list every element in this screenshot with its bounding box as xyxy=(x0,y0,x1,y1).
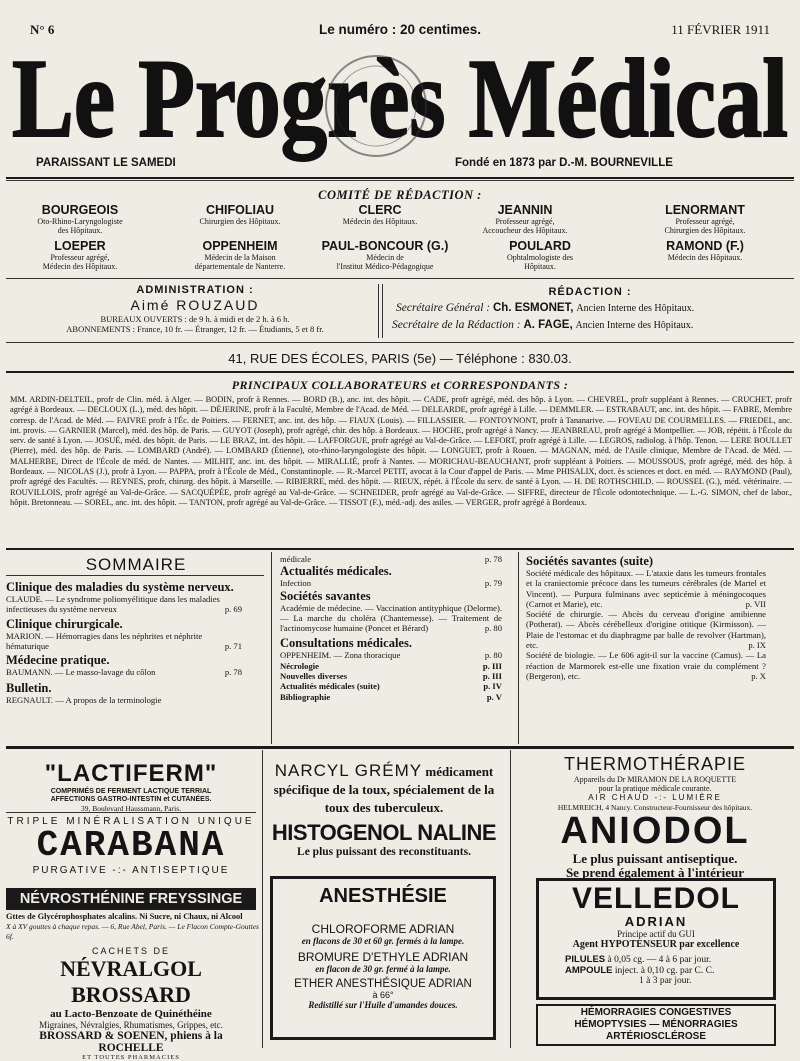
toc-entry[interactable] xyxy=(280,650,502,660)
comite-member xyxy=(0,240,160,271)
toc-page: p. IV xyxy=(483,681,502,692)
ad-line: 1 à 3 par jour. xyxy=(639,976,692,986)
member-title: des Hôpitaux. xyxy=(57,225,103,235)
ad-line: inject. à 0,10 cg. par C. C. xyxy=(614,966,715,976)
ad-title: ANESTHÉSIE xyxy=(319,885,447,907)
ad-line: BROMURE D'ETHYLE ADRIAN xyxy=(297,950,469,964)
ad-line: ETHER ANESTHÉSIQUE ADRIAN xyxy=(294,978,472,990)
ad-line: 39, Boulevard Haussmann, Paris. xyxy=(81,804,181,813)
ad-line: CHLOROFORME ADRIAN xyxy=(311,922,455,936)
ad-title: HISTOGENOL NALINE xyxy=(271,820,497,845)
toc-entry[interactable] xyxy=(6,594,242,615)
ad-anesthesie[interactable] xyxy=(270,876,496,1040)
toc-entry[interactable] xyxy=(280,692,502,702)
member-name: OPPENHEIM xyxy=(202,239,278,253)
divider xyxy=(271,552,272,744)
divider xyxy=(6,548,794,550)
member-title: Accoucheur des Hôpitaux. xyxy=(482,225,568,235)
ad-line: BROSSARD & SOENEN, phiens à la ROCHELLE xyxy=(39,1030,223,1054)
toc-page: p. 78 xyxy=(484,554,502,564)
member-title: Professeur agrégé, xyxy=(495,216,555,226)
comite-member xyxy=(300,240,470,271)
issue-price: Le numéro : 20 centimes. xyxy=(318,22,482,37)
toc-entry-text: Nouvelles diverses xyxy=(280,671,348,682)
member-name: CHIFOLIAU xyxy=(205,203,275,217)
divider xyxy=(6,177,794,179)
issue-number: N° 6 xyxy=(30,22,55,37)
toc-entry[interactable] xyxy=(280,554,502,564)
divider xyxy=(262,750,263,1048)
toc-page: p. 71 xyxy=(224,640,242,651)
ad-line: à 0,05 cg. — 4 à 6 par jour. xyxy=(607,955,712,965)
masthead-title-text: Le Progrès Médical xyxy=(12,37,788,161)
divider xyxy=(6,180,794,181)
founded-label: Fondé en 1873 par D.-M. BOURNEVILLE xyxy=(455,157,673,169)
ad-line: TRIPLE MINÉRALISATION UNIQUE xyxy=(7,816,255,827)
toc-heading: Actualités médicales. xyxy=(280,564,392,579)
divider xyxy=(6,575,264,576)
ad-line: AFFECTIONS GASTRO-INTESTIN et CUTANÉES. xyxy=(50,796,212,803)
ad-lactiferm[interactable] xyxy=(6,760,256,813)
comite-member xyxy=(160,204,320,226)
divider xyxy=(382,284,383,338)
ad-line: PURGATIVE -:- ANTISEPTIQUE xyxy=(32,865,230,876)
toc-page: p. III xyxy=(482,671,502,682)
ad-line: en flacons de 30 et 60 gr. fermés à la lampe. xyxy=(301,936,465,946)
toc-page: p. V xyxy=(486,691,502,702)
toc-heading: Sociétés savantes xyxy=(280,588,371,603)
member-name: LOEPER xyxy=(54,239,106,253)
toc-page: p. 79 xyxy=(484,578,502,589)
member-title: Médecin des Hôpitaux. xyxy=(42,261,118,271)
comite-member xyxy=(625,240,785,262)
toc-entry[interactable] xyxy=(526,609,766,650)
toc-entry-text: OPPENHEIM. — Zona thoracique xyxy=(280,650,401,661)
member-title: Professeur agrégé, xyxy=(50,252,110,262)
frequency-label: PARAISSANT LE SAMEDI xyxy=(36,157,176,169)
toc-heading: Sociétés savantes (suite) xyxy=(526,554,654,568)
ad-nevrosthenine-text xyxy=(6,912,262,942)
sommaire-col-1 xyxy=(6,580,242,706)
member-title: Chirurgien des Hôpitaux. xyxy=(199,216,281,226)
sommaire-col-2 xyxy=(280,554,502,702)
toc-page: p. X xyxy=(751,670,766,681)
ad-velledol[interactable] xyxy=(536,878,776,1000)
issue-date: 11 FÉVRIER 1911 xyxy=(671,22,770,37)
toc-entry[interactable] xyxy=(6,667,242,677)
member-name: PAUL-BONCOUR (G.) xyxy=(321,239,449,253)
toc-entry[interactable] xyxy=(280,671,502,681)
member-name: CLERC xyxy=(358,203,402,217)
member-name: LENORMANT xyxy=(665,203,745,217)
redaction-secretary xyxy=(392,319,693,331)
member-title: Oto-Rhino-Laryngologiste xyxy=(37,216,123,226)
toc-entry-text: Société de chirurgie. — Abcès du cerveau d'origine amibienne (Potherat). — Abcès cérébelleux d'origine otitique (Kirmisson). — Plaie de l'estomac et du diaphragme par balle de revolver (Hartman), etc. xyxy=(526,609,766,651)
ad-line: ET TOUTES PHARMACIES xyxy=(82,1054,180,1061)
toc-heading: Médecine pratique. xyxy=(6,653,110,668)
toc-page: p. VII xyxy=(745,598,766,609)
redaction-title: RÉDACTION : xyxy=(548,286,632,298)
toc-entry-text: Infection xyxy=(280,578,312,589)
ad-histogenol[interactable] xyxy=(264,820,504,858)
secretary-role: Ancien Interne des Hôpitaux. xyxy=(576,303,695,314)
ad-line: pour la pratique médicale courante. xyxy=(598,784,712,793)
ad-line: en flacon de 30 gr. fermé à la lampe. xyxy=(315,964,451,974)
ad-line: Agent HYPOTENSEUR par excellence xyxy=(572,939,740,950)
member-title: Médecin de xyxy=(366,252,404,262)
ad-line: Gttes de Glycérophosphates alcalins. Ni Sucre, ni Chaux, ni Alcool xyxy=(6,912,243,921)
toc-heading: Clinique des maladies du système nerveux. xyxy=(6,580,234,594)
toc-entry-text: Nécrologie xyxy=(280,660,319,671)
member-title: Professeur agrégé, xyxy=(675,216,735,226)
ad-row xyxy=(565,965,773,976)
ad-title: VELLEDOL xyxy=(571,882,740,915)
comite-member xyxy=(625,204,785,235)
toc-entry[interactable] xyxy=(526,568,766,609)
toc-entry[interactable] xyxy=(280,681,502,691)
toc-entry[interactable] xyxy=(6,631,242,652)
ad-hemorragies[interactable] xyxy=(536,1004,776,1046)
divider xyxy=(510,750,511,1048)
member-name: BOURGEOIS xyxy=(41,203,119,217)
comite-title: COMITÉ DE RÉDACTION : xyxy=(318,188,482,202)
ad-title: "LACTIFERM" xyxy=(44,760,218,787)
admin-subscriptions: ABONNEMENTS : France, 10 fr. — Étranger, 12 fr. — Étudiants, 5 et 8 fr. xyxy=(66,324,324,334)
collaborators-list: MM. ARDIN-DELTEIL, profr de Clin. méd. à Alger. — BODIN, profr à Rennes. — BORD (B.), anc. int. des hôpit. — CADE, profr agrégé, méd. des hôp. à Lyon. — CHEVREL, profr suppléant à Rennes. — CRUCHET, profr agrégé à Bordeaux. — DECLOUX (L.), méd. des hôpit. — DÉJERINE, profr à la Faculté, Membre de l'Acad. de Méd. — DELEARDE, profr agrégé à Lille. — DEMMLER. — ESTRABAUT, anc. int. des hôpit. — FABRE, Membre corresp. de l'Acad. de Méd. — FAIVRE profr à l'Éc. de Poitiers. — FERNET, anc. int. des hôp. — FIAUX (Louis). — FILLASSIER. — FONTOYNONT, profr à Tananarive. — FOVEAU DE COURMELLES. — FRIEDEL, anc. int. provis. — GARNIER (Marcel), méd. des hôp. de Paris. — GUYOT (Joseph), profr agrégé, chir. des hôp. à Bordeaux. — HOCHE, profr agrégé à Nancy. — JEANBREAU, profr agrégé à Montpellier. — JOB, répétit. à l'École du serv. de santé à Lyon. — JOSUÉ, méd. des hôpit. de Paris. — LE BRAZ, int. des hôpit. — LAFFORGUE, profr agrégé au Val-de-Grâce. — LEFORT, profr agrégé à Lille. — LEGROS, radiolog. à l'hôp. Tenon. — LERE BOULLET (Pierre), méd. des hôp. de Paris. — LOMBARD (André). — LOMBARD (Étienne), oto-rhino-laryngologiste des hôpit. — LONGUET, profr à Rouen. — MAGNAN, méd. de l'Asile clinique, Membre de l'Acad. de Méd. — MALHERBE, Direct de l'École de méd. de Nantes. — MILHIT, anc. int. des hôpit. — MIRALLIÉ, profr à Nantes. — MORICHAU-BEAUCHANT, profr suppléant à Poitiers. — MOUSSOUS, profr agrégé, méd. des hôp. à Bordeaux. — NICOLAS (J.), profr à Lyon. — PAPPA, profr à l'École de Méd., Constantinople. — R.-Marcel PETIT, avocat à la Cour d'appel de Paris. — Mme PHISALIX, doct. ès sciences et doct. en méd. — RAYMOND (Paul), profr agrégé des Facultés. — REYNES, profr, chirurg. des hôpit. à Marseille. — RIBIERRE, méd. des hôpit. — RIEUX, répét. à l'École du serv. de santé à Lyon. — H. DE ROTHSCHILD. — ROUSSEL (G.), méd. vétérinaire. — ROUVILLOIS, profr agrégé au Val-de-Grâce. — SACQUÉPÉE, profr agrégé au Val-de-Grâce. — SCHNEIDER, profr agrégé au Val-de-Grâce. — SIFFRE, directeur de l'École odontotechnique. — L.-G. SIMON, chef de labor., hôpit. Bretonneau. — SOREL, anc. int. des hôpit. — TANTON, profr agrégé au Val-de-Grâce. — TISSOT (F.), méd.-adj. des asiles. — VERGER, profr agrégé à Bordeaux. xyxy=(10,395,792,507)
ad-line: Le plus puissant des reconstituants. xyxy=(297,846,471,858)
member-title: Médecin des Hôpitaux. xyxy=(342,216,418,226)
ad-line: ARTÉRIOSCLÉROSE xyxy=(605,1031,706,1042)
toc-entry-text: Actualités médicales (suite) xyxy=(280,681,380,692)
secretary-name: Ch. ESMONET, xyxy=(492,302,574,314)
toc-entry[interactable] xyxy=(526,650,766,681)
ad-title: CARABANA xyxy=(36,825,226,866)
divider xyxy=(6,746,794,749)
secretary-label: Secrétaire de la Rédaction : xyxy=(392,319,521,331)
member-title: Médecin des Hôpitaux. xyxy=(667,252,743,262)
secretary-general xyxy=(396,302,694,314)
comite-member xyxy=(460,240,620,271)
toc-entry-text: BAUMANN. — Le masso-lavage du côlon xyxy=(6,667,156,678)
ad-line: X à XV gouttes à chaque repas. — 6, Rue Abel, Paris. — Le Flacon Compte-Gouttes 6f. xyxy=(6,922,259,941)
comite-member xyxy=(300,204,460,226)
comite-member xyxy=(445,204,605,235)
toc-page: p. 78 xyxy=(224,667,242,678)
ad-narcyl[interactable] xyxy=(264,762,504,817)
ad-line: Se prend également à l'intérieur xyxy=(565,865,745,880)
divider xyxy=(518,552,519,744)
ad-title: NÉVRALGOL BROSSARD xyxy=(60,956,202,1007)
toc-heading: Consultations médicales. xyxy=(280,636,412,651)
member-name: POULARD xyxy=(509,239,571,253)
ad-line: HÉMOPTYSIES — MÉNORRAGIES xyxy=(574,1019,738,1030)
member-title: départementale de Nanterre. xyxy=(194,261,286,271)
admin-name: Aimé ROUZAUD xyxy=(130,297,260,313)
ad-line: CACHETS DE xyxy=(91,946,170,956)
ad-line: Migraines, Névralgies, Rhumatismes, Grippes, etc. xyxy=(39,1020,223,1030)
ad-title: THERMOTHÉRAPIE xyxy=(563,754,746,774)
ad-thermotherapie[interactable] xyxy=(514,754,796,812)
divider xyxy=(6,342,794,343)
toc-entry-text: Société médicale des hôpitaux. — L'ataxie dans les tumeurs frontales et la craniectomie précoce dans les tumeurs cérébrales (de Martel et Vincent). — Purpura fulminans avec septicémie à méningocoques (Carnot et Marie), etc. xyxy=(526,568,766,609)
sommaire-col-3 xyxy=(526,554,766,681)
toc-page: p. III xyxy=(482,660,502,671)
ad-line: au Lacto-Benzoate de Quinéthéine xyxy=(50,1008,212,1020)
admin-hours: BUREAUX OUVERTS : de 9 h. à midi et de 2 h. à 6 h. xyxy=(100,314,290,324)
ad-line: Le plus puissant antiseptique. xyxy=(572,851,738,866)
admin-title: ADMINISTRATION : xyxy=(136,284,254,296)
secretary-label: Secrétaire Général : xyxy=(396,302,491,314)
ad-line: AIR CHAUD -:- LUMIÈRE xyxy=(588,793,722,802)
address-line: 41, RUE DES ÉCOLES, PARIS (5e) — Téléphone : 830.03. xyxy=(228,351,572,366)
member-name: RAMOND (F.) xyxy=(666,239,744,253)
ad-line: HELMREICH, 4 Nancy. Constructeur-Fournisseur des hôpitaux. xyxy=(557,803,753,812)
member-title: Chirurgien des Hôpitaux. xyxy=(664,225,746,235)
toc-page: p. IX xyxy=(748,640,766,651)
toc-entry-text: MARION. — Hémorragies dans les néphrites et néphrite hématurique xyxy=(6,630,203,651)
ad-nevralgol[interactable] xyxy=(6,946,256,1061)
ad-line: Appareils du Dr MIRAMON DE LA ROQUETTE xyxy=(573,775,737,784)
ad-line: Redistillé sur l'Huile d'amandes douces. xyxy=(308,1000,458,1010)
ad-line: COMPRIMÉS DE FERMENT LACTIQUE TERRIAL xyxy=(50,788,212,795)
divider xyxy=(6,812,256,813)
ad-line: à 66° xyxy=(372,990,394,1000)
ad-title: ANIODOL xyxy=(560,810,750,852)
ad-row xyxy=(565,954,773,965)
library-stamp-icon xyxy=(316,46,436,166)
toc-entry-text: Bibliographie xyxy=(280,691,331,702)
ad-line: PILULES xyxy=(565,954,606,965)
ad-nevrosthenine[interactable]: NÉVROSTHÉNINE FREYSSINGE xyxy=(6,888,256,910)
toc-entry-text: CLAUDE. — Le syndrome poliomyélitique dans les maladies infectieuses du système nerveux xyxy=(6,594,220,615)
toc-entry-text: REGNAULT. — A propos de la terminologie xyxy=(6,695,162,706)
ad-title: NARCYL GRÉMY xyxy=(274,761,423,780)
divider xyxy=(378,284,379,338)
member-title: Médecin de la Maison xyxy=(204,252,276,262)
secretary-name: A. FAGE, xyxy=(523,319,573,331)
toc-entry[interactable] xyxy=(6,695,242,705)
sommaire-title: SOMMAIRE xyxy=(85,555,187,574)
comite-member xyxy=(160,240,320,271)
toc-entry-text: Académie de médecine. — Vaccination antityphique (Delorme). — La marche du choléra (Chantemesse). — Traitement de l'actinomycose humaine (Poncet et Bérard) xyxy=(280,602,502,634)
toc-page: p. 80 xyxy=(484,650,502,661)
ad-line: médicament spécifique de la toux, spécialement de la toux des tuberculeux. xyxy=(273,764,495,815)
divider xyxy=(6,278,794,279)
member-title: Ophtalmologiste des xyxy=(507,252,573,262)
member-title: Hôpitaux. xyxy=(524,261,556,271)
toc-entry-text: médicale xyxy=(280,554,312,564)
toc-page: p. 80 xyxy=(484,623,502,634)
member-name: JEANNIN xyxy=(497,203,553,217)
divider xyxy=(6,371,794,373)
comite-member xyxy=(0,204,160,235)
toc-entry[interactable] xyxy=(280,603,502,634)
collaborators-title: PRINCIPAUX COLLABORATEURS et CORRESPONDANTS : xyxy=(231,378,569,392)
toc-heading: Clinique chirurgicale. xyxy=(6,616,123,631)
ad-line: AMPOULE xyxy=(565,965,613,976)
ad-line: HÉMORRAGIES CONGESTIVES xyxy=(580,1007,732,1018)
ad-aniodol[interactable] xyxy=(514,810,796,880)
ad-line: Principe actif du GUI xyxy=(617,929,695,939)
member-title: l'Institut Médico-Pédagogique xyxy=(336,261,434,271)
ad-carabana[interactable] xyxy=(6,816,256,876)
secretary-role: Ancien Interne des Hôpitaux. xyxy=(575,320,694,331)
ad-brand: ADRIAN xyxy=(624,914,688,929)
toc-heading: Bulletin. xyxy=(6,681,52,696)
toc-entry[interactable] xyxy=(280,661,502,671)
toc-entry[interactable] xyxy=(280,578,502,588)
toc-entry-text: Société de biologie. — Le 606 agit-il sur la vaccine (Camus). — La réaction de Marmorek est-elle une fixation vraie du complément ? (Bergeron), etc. xyxy=(526,650,766,681)
toc-page: p. 69 xyxy=(224,604,242,615)
